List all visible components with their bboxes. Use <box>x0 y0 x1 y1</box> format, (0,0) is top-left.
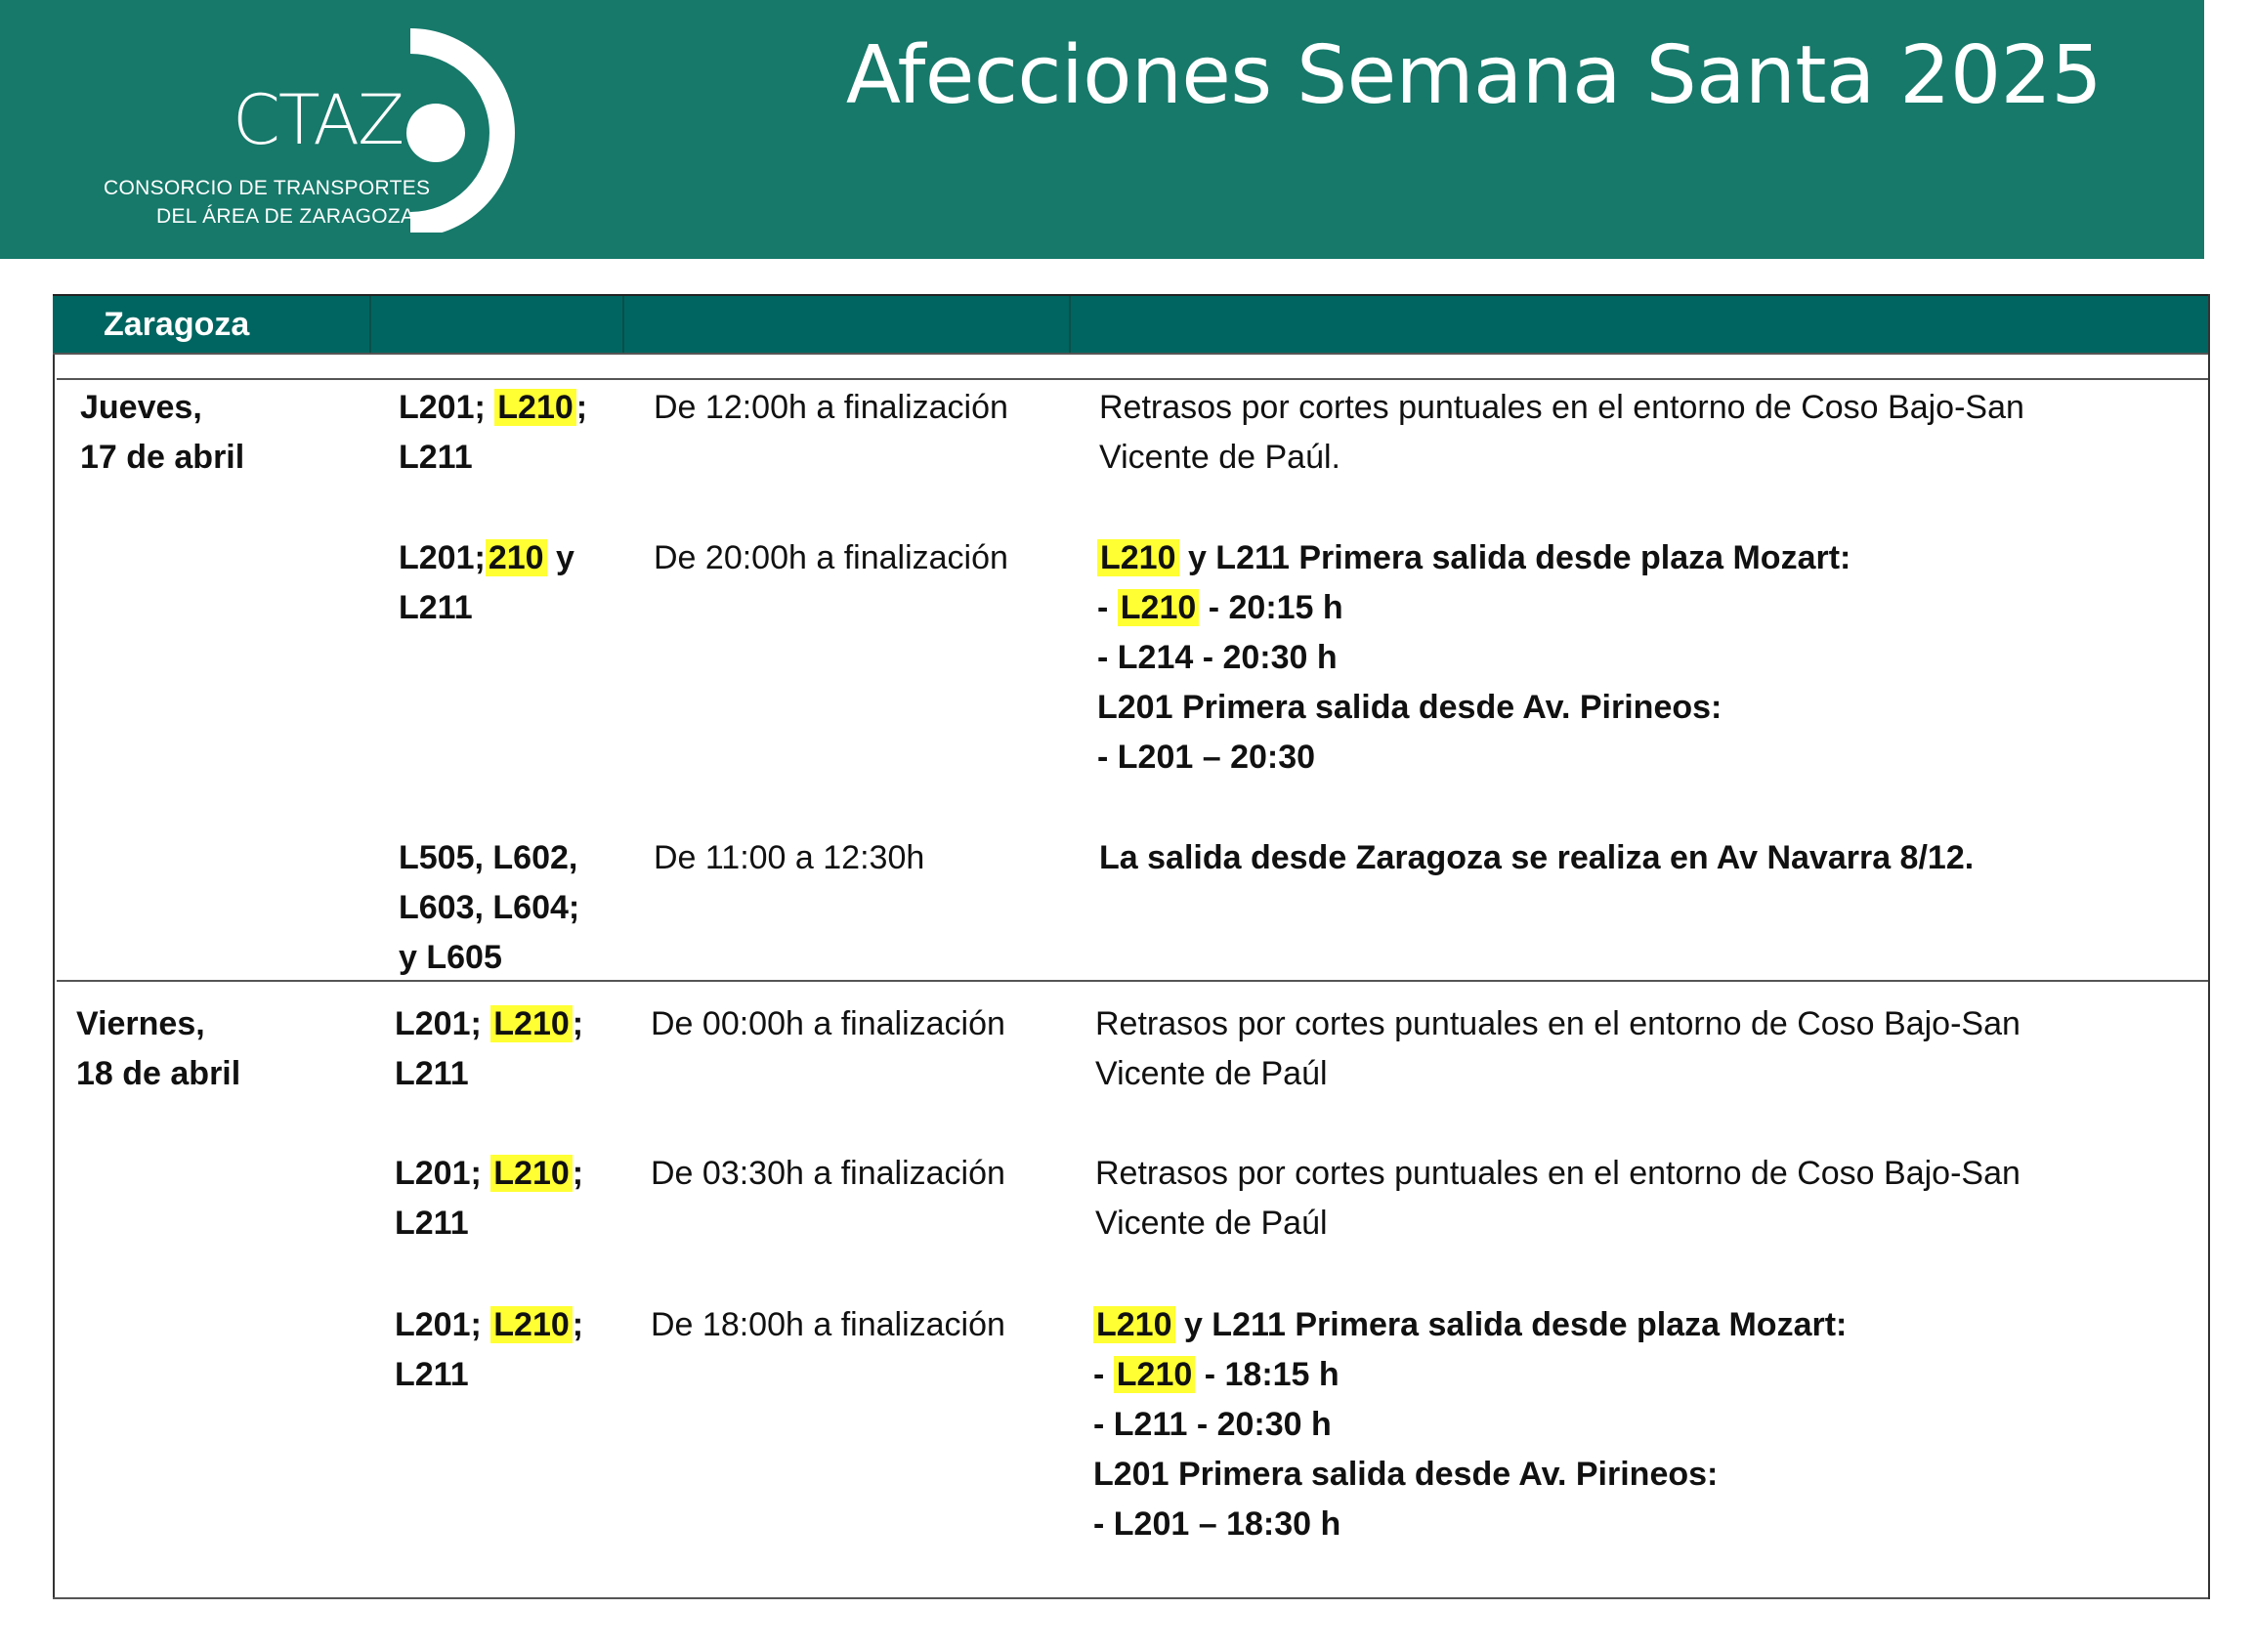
day-divider <box>57 980 2208 982</box>
description-cell: L210 y L211 Primera salida desde plaza Mozart: - L210 - 20:15 h - L214 - 20:30 h L201 Primera salida desde Av. Pirineos: - L201 – 20:30 <box>1097 539 1851 776</box>
highlighted-line: L210 <box>494 389 576 426</box>
time-cell: De 18:00h a finalización <box>651 1306 1005 1343</box>
logo-subtitle-line1: CONSORCIO DE TRANSPORTES <box>104 177 431 199</box>
highlighted-line: L210 <box>1097 539 1179 576</box>
table-divider <box>53 353 2208 355</box>
time-cell: De 03:30h a finalización <box>651 1155 1005 1192</box>
section-header <box>53 294 2208 355</box>
description-cell: La salida desde Zaragoza se realiza en Av Navarra 8/12. <box>1099 839 1975 876</box>
description-cell: L210 y L211 Primera salida desde plaza Mozart: - L210 - 18:15 h - L211 - 20:30 h L201 Primera salida desde Av. Pirineos: - L201 – 18:30 h <box>1093 1306 1848 1543</box>
time-cell: De 12:00h a finalización <box>654 389 1008 426</box>
lines-cell: L201; L210; L211 <box>395 1155 584 1242</box>
lines-cell: L201; L210; L211 <box>395 1005 584 1092</box>
page-title: Afecciones Semana Santa 2025 <box>845 29 2102 122</box>
lines-cell: L201;210 y L211 <box>399 539 574 626</box>
table-bottom-border <box>53 1597 2208 1599</box>
highlighted-line: L210 <box>1093 1306 1175 1343</box>
lines-cell: L201; L210; L211 <box>399 389 588 476</box>
lines-cell: L201; L210; L211 <box>395 1306 584 1393</box>
lines-cell: L505, L602, L603, L604; y L605 <box>399 839 580 976</box>
logo-subtitle-line2: DEL ÁREA DE ZARAGOZA <box>156 205 415 228</box>
highlighted-line: 210 <box>486 539 547 576</box>
section-title: Zaragoza <box>104 306 250 343</box>
time-cell: De 11:00 a 12:30h <box>654 839 925 876</box>
highlighted-line: L210 <box>490 1155 573 1192</box>
description-cell: Retrasos por cortes puntuales en el entorno de Coso Bajo-San Vicente de Paúl <box>1095 1155 2020 1242</box>
time-cell: De 20:00h a finalización <box>654 539 1008 576</box>
description-cell: Retrasos por cortes puntuales en el entorno de Coso Bajo-San Vicente de Paúl <box>1095 1005 2020 1092</box>
highlighted-line: L210 <box>490 1005 573 1042</box>
time-cell: De 00:00h a finalización <box>651 1005 1005 1042</box>
header-banner <box>0 0 2204 259</box>
table-divider <box>57 378 2208 380</box>
day-label: Viernes, 18 de abril <box>76 1005 241 1092</box>
day-label: Jueves, 17 de abril <box>80 389 245 476</box>
logo-icon <box>391 27 528 233</box>
description-cell: Retrasos por cortes puntuales en el entorno de Coso Bajo-San Vicente de Paúl. <box>1099 389 2024 476</box>
highlighted-line: L210 <box>490 1306 573 1343</box>
highlighted-line: L210 <box>1118 589 1200 626</box>
highlighted-line: L210 <box>1114 1356 1196 1393</box>
logo-mark: CTAZ <box>233 80 404 160</box>
